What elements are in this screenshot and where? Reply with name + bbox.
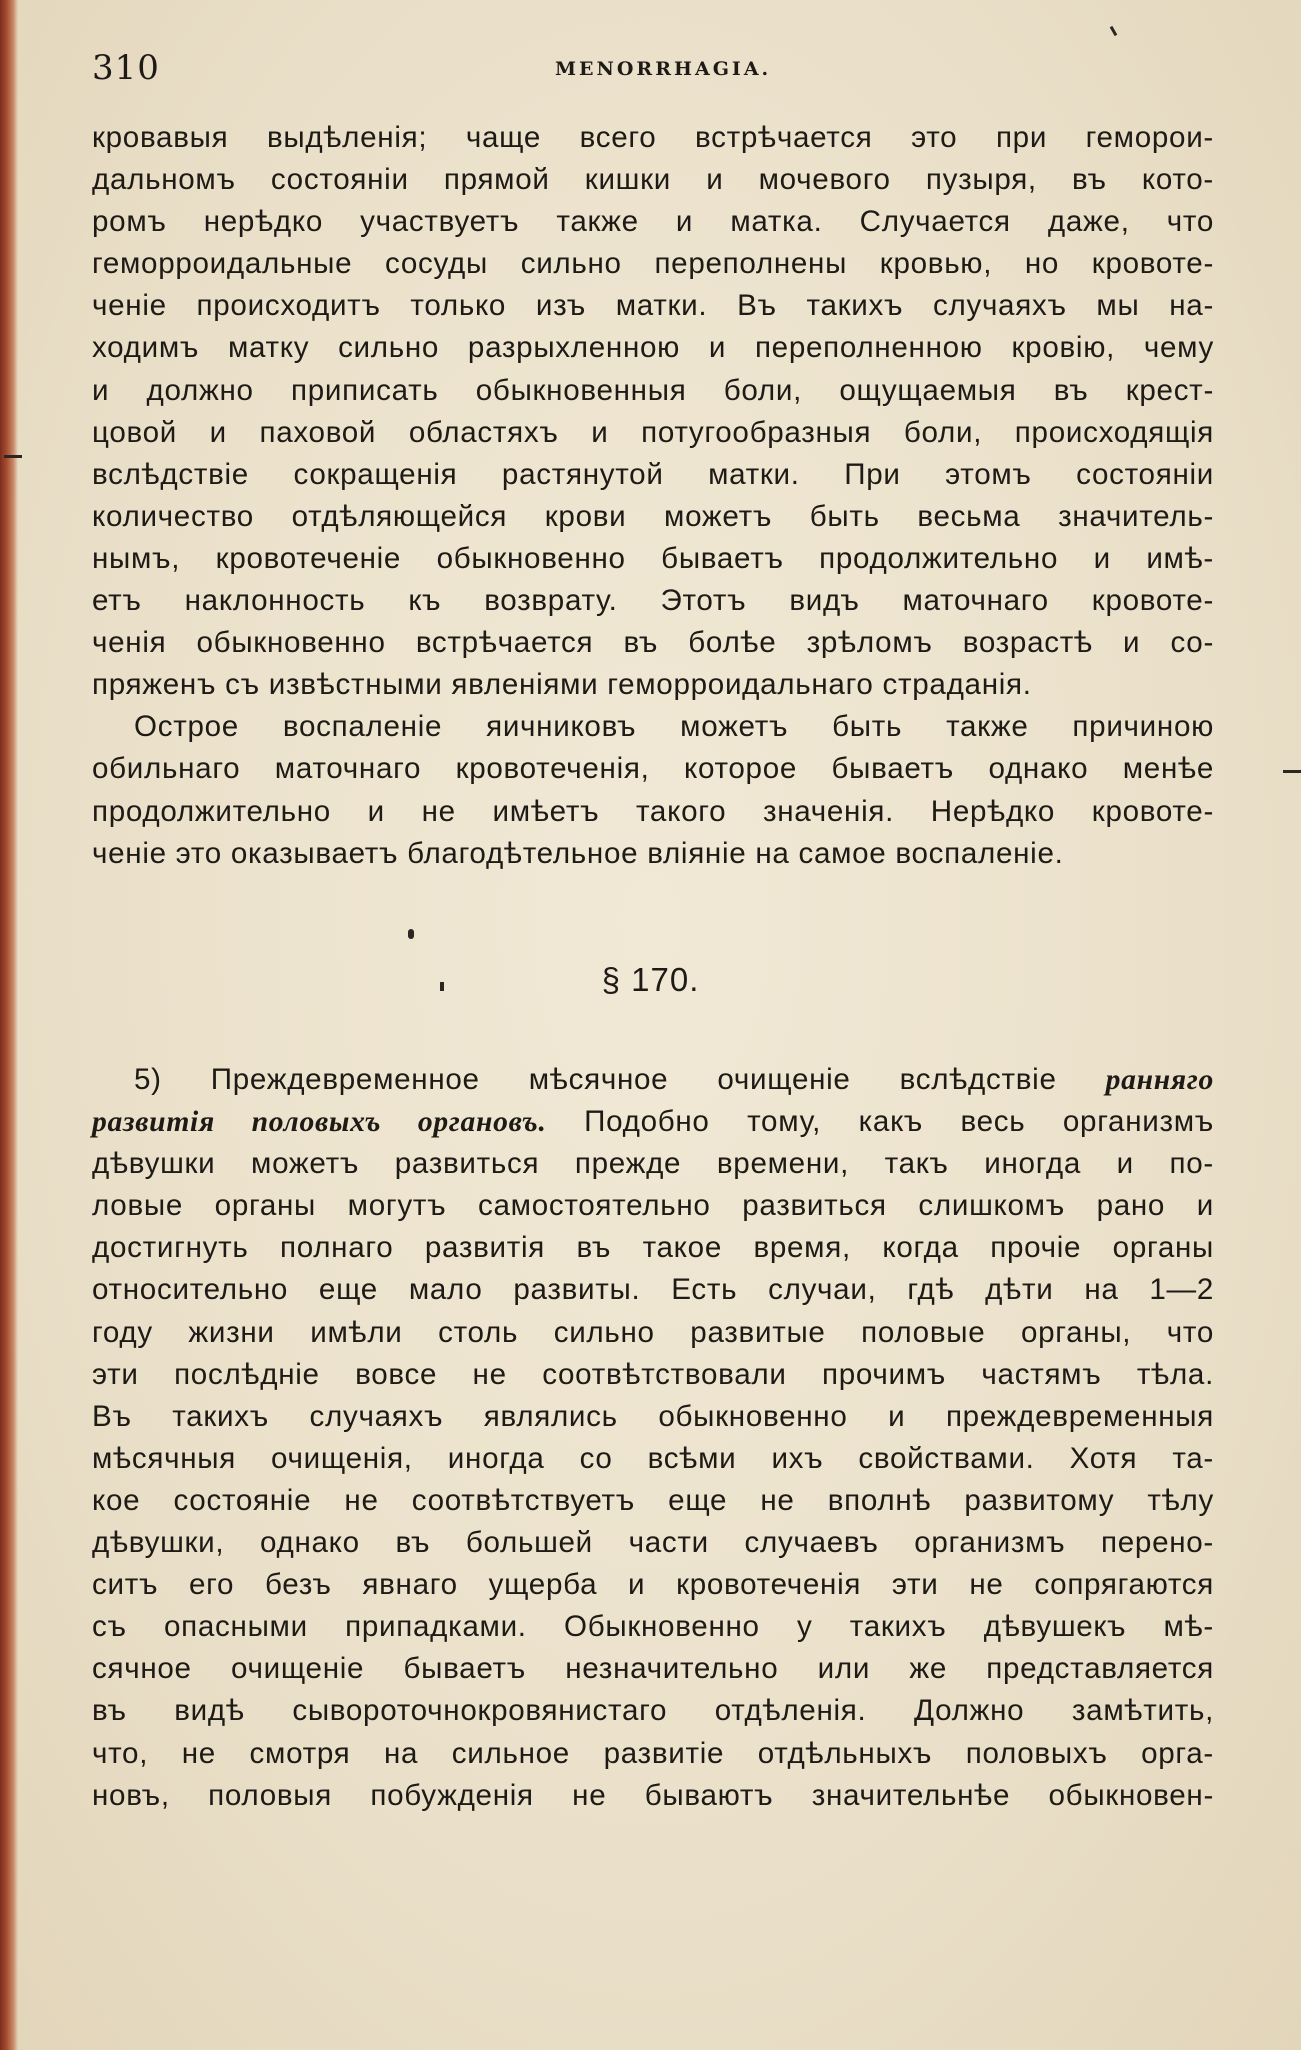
text-line (92, 1059, 1214, 1101)
margin-tick-mark (4, 455, 22, 458)
text-line: кое состояніе не соотвѣтствуетъ еще не вполнѣ развитому тѣлу (92, 1483, 1214, 1517)
paragraph-2 (92, 706, 1214, 874)
text-line: ченіе это оказываетъ благодѣтельное вліяніе на самое воспаленіе. (92, 836, 1064, 870)
section-heading: § 170. (601, 961, 700, 998)
text-line: продолжительно и не имѣетъ такого значенія. Нерѣдко кровоте- (92, 794, 1214, 828)
text-line: кровавыя выдѣленія; чаще всего встрѣчается это при геморои- (92, 121, 1214, 154)
text-line: ченіе происходитъ только изъ матки. Въ такихъ случаяхъ мы на- (92, 289, 1214, 323)
text-line: относительно еще мало развиты. Есть случаи, гдѣ дѣти на 1—2 (92, 1273, 1214, 1307)
text-line: Острое воспаленіе яичниковъ можетъ быть также причиною (134, 710, 1214, 744)
text-line: нымъ, кровотеченіе обыкновенно бываетъ продолжительно и имѣ- (92, 541, 1214, 575)
italic-run: развитія половыхъ органовъ. (92, 1106, 547, 1139)
text-line: году жизни имѣли столь сильно развитые половые органы, что (92, 1315, 1214, 1349)
paragraph-3 (92, 1059, 1214, 1817)
text-line: эти послѣдніе вовсе не соотвѣтствовали прочимъ частямъ тѣла. (92, 1357, 1214, 1391)
text-line: дальномъ состояніи прямой кишки и мочевого пузыря, въ кото- (92, 163, 1214, 197)
text-block-bottom (92, 1059, 1214, 1817)
text-line: сячное очищеніе бываетъ незначительно или же представляется (92, 1652, 1214, 1686)
page-edge (0, 0, 18, 2050)
text-line: что, не смотря на сильное развитіе отдѣльныхъ половыхъ орга- (92, 1736, 1214, 1770)
text-line: съ опасными припадками. Обыкновенно у такихъ дѣвушекъ мѣ- (92, 1610, 1214, 1644)
text-line: въ видѣ сывороточнокровянистаго отдѣленія. Должно замѣтить, (92, 1694, 1214, 1728)
ink-dot (440, 982, 444, 991)
text-line: новъ, половыя побужденія не бываютъ значительнѣе обыкновен- (92, 1778, 1214, 1812)
text-line: ловые органы могутъ самостоятельно развиться слишкомъ рано и (92, 1189, 1214, 1223)
ink-dot (408, 929, 414, 939)
text-line: геморроидальные сосуды сильно переполнены кровью, но кровоте- (92, 247, 1214, 281)
text-line: ситъ его безъ явнаго ущерба и кровотеченія эти не сопрягаются (92, 1568, 1214, 1602)
page-header (92, 48, 1232, 88)
text-line: ченія обыкновенно встрѣчается въ болѣе зрѣломъ возрастѣ и со- (92, 626, 1214, 660)
text-block-top (92, 117, 1214, 875)
ink-dot (1110, 26, 1118, 36)
text-run: 5) Преждевременное мѣсячное очищеніе вслѣдствіе (134, 1063, 1106, 1096)
text-line (92, 1101, 1214, 1143)
text-line: етъ наклонность къ возврату. Этотъ видъ маточнаго кровоте- (92, 584, 1214, 618)
text-line: цовой и паховой областяхъ и потугообразныя боли, происходящія (92, 415, 1214, 449)
margin-tick-mark (1283, 770, 1301, 773)
text-line: ромъ нерѣдко участвуетъ также и матка. Случается даже, что (92, 205, 1214, 239)
text-line: Въ такихъ случаяхъ являлись обыкновенно и преждевременныя (92, 1399, 1214, 1433)
text-line: обильнаго маточнаго кровотеченія, которое бываетъ однако менѣе (92, 752, 1214, 786)
text-line: мѣсячныя очищенія, иногда со всѣми ихъ свойствами. Хотя та- (92, 1441, 1214, 1475)
running-title: MENORRHAGIA. (555, 58, 772, 80)
text-line: вслѣдствіе сокращенія растянутой матки. При этомъ состояніи (92, 457, 1214, 491)
text-line: дѣвушки можетъ развиться прежде времени, такъ иногда и по- (92, 1147, 1214, 1181)
italic-run: ранняго (1105, 1064, 1214, 1096)
text-run: Подобно тому, какъ весь организмъ (546, 1105, 1215, 1139)
text-line: и должно приписать обыкновенныя боли, ощущаемыя въ крест- (92, 373, 1214, 407)
text-line: количество отдѣляющейся крови можетъ быть весьма значитель- (92, 499, 1214, 533)
text-line: достигнуть полнаго развитія въ такое время, когда прочіе органы (92, 1231, 1214, 1265)
text-line: пряженъ съ извѣстными явленіями геморроидальнаго страданія. (92, 668, 1032, 702)
paragraph-1 (92, 117, 1214, 706)
text-line: дѣвушки, однако въ большей части случаевъ организмъ перено- (92, 1526, 1214, 1560)
text-line: ходимъ матку сильно разрыхленною и переполненною кровію, чему (92, 331, 1214, 365)
page-number: 310 (92, 48, 160, 88)
